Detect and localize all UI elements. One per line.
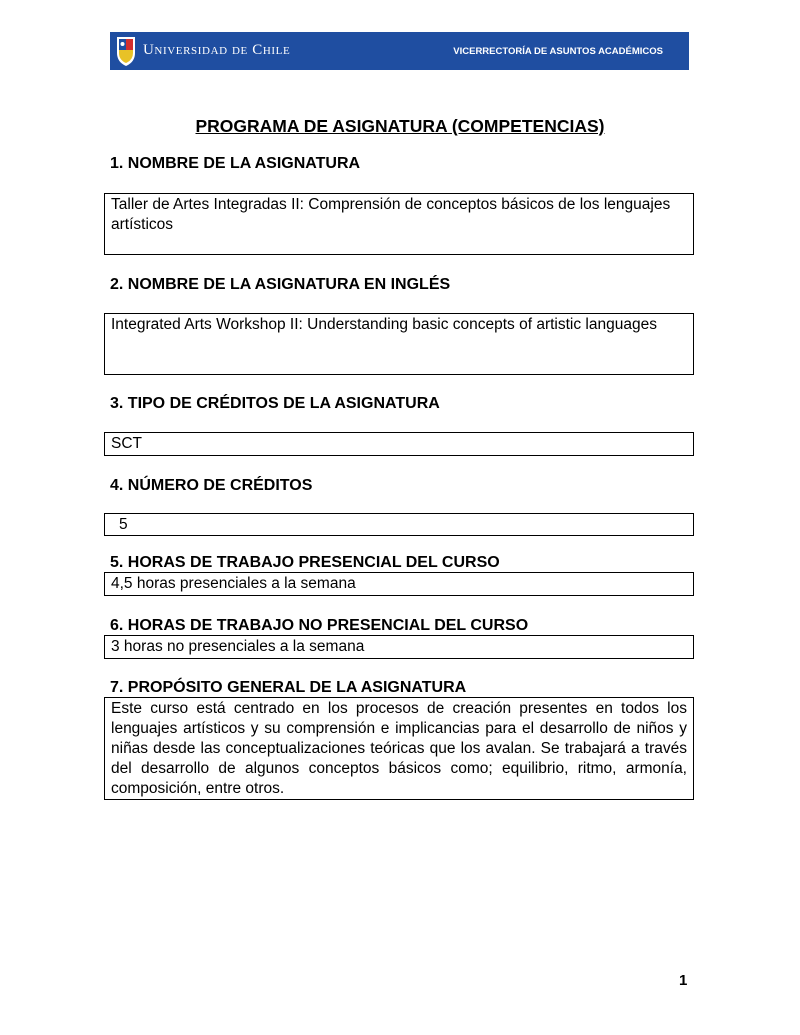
header-banner — [110, 32, 689, 70]
section-3-heading: 3. TIPO DE CRÉDITOS DE LA ASIGNATURA — [110, 395, 440, 412]
section-7-box: Este curso está centrado en los procesos de creación presentes en todos los lenguajes artísticos y su comprensión e implicancias para el desarrollo de niños y niñas desde las conceptualizaciones teóricas que los avalan. Se trabajará a través del desarrollo de algunos conceptos básicos como; equilibrio, ritmo, armonía, composición, entre otros. — [104, 697, 694, 800]
university-name: Universidad de Chile — [143, 42, 291, 58]
section-4-box: 5 — [104, 513, 694, 536]
section-2-heading: 2. NOMBRE DE LA ASIGNATURA EN INGLÉS — [110, 276, 451, 293]
section-5-heading: 5. HORAS DE TRABAJO PRESENCIAL DEL CURSO — [110, 554, 500, 571]
vice-rectory-label: VICERRECTORÍA DE ASUNTOS ACADÉMICOS — [453, 46, 663, 57]
section-4-heading: 4. NÚMERO DE CRÉDITOS — [110, 477, 313, 494]
section-6-heading: 6. HORAS DE TRABAJO NO PRESENCIAL DEL CURSO — [110, 617, 529, 634]
section-1-box: Taller de Artes Integradas II: Comprensión de conceptos básicos de los lenguajes artísticos — [104, 193, 694, 255]
section-1-heading: 1. NOMBRE DE LA ASIGNATURA — [110, 155, 361, 172]
section-5-box: 4,5 horas presenciales a la semana — [104, 572, 694, 596]
section-6-box: 3 horas no presenciales a la semana — [104, 635, 694, 659]
university-crest-icon — [115, 35, 137, 67]
document-title — [0, 116, 800, 137]
document-title-text: PROGRAMA DE ASIGNATURA (COMPETENCIAS) — [195, 116, 605, 136]
section-3-box: SCT — [104, 432, 694, 456]
section-7-heading: 7. PROPÓSITO GENERAL DE LA ASIGNATURA — [110, 679, 467, 696]
page-number: 1 — [679, 972, 688, 989]
section-2-box: Integrated Arts Workshop II: Understanding basic concepts of artistic languages — [104, 313, 694, 375]
